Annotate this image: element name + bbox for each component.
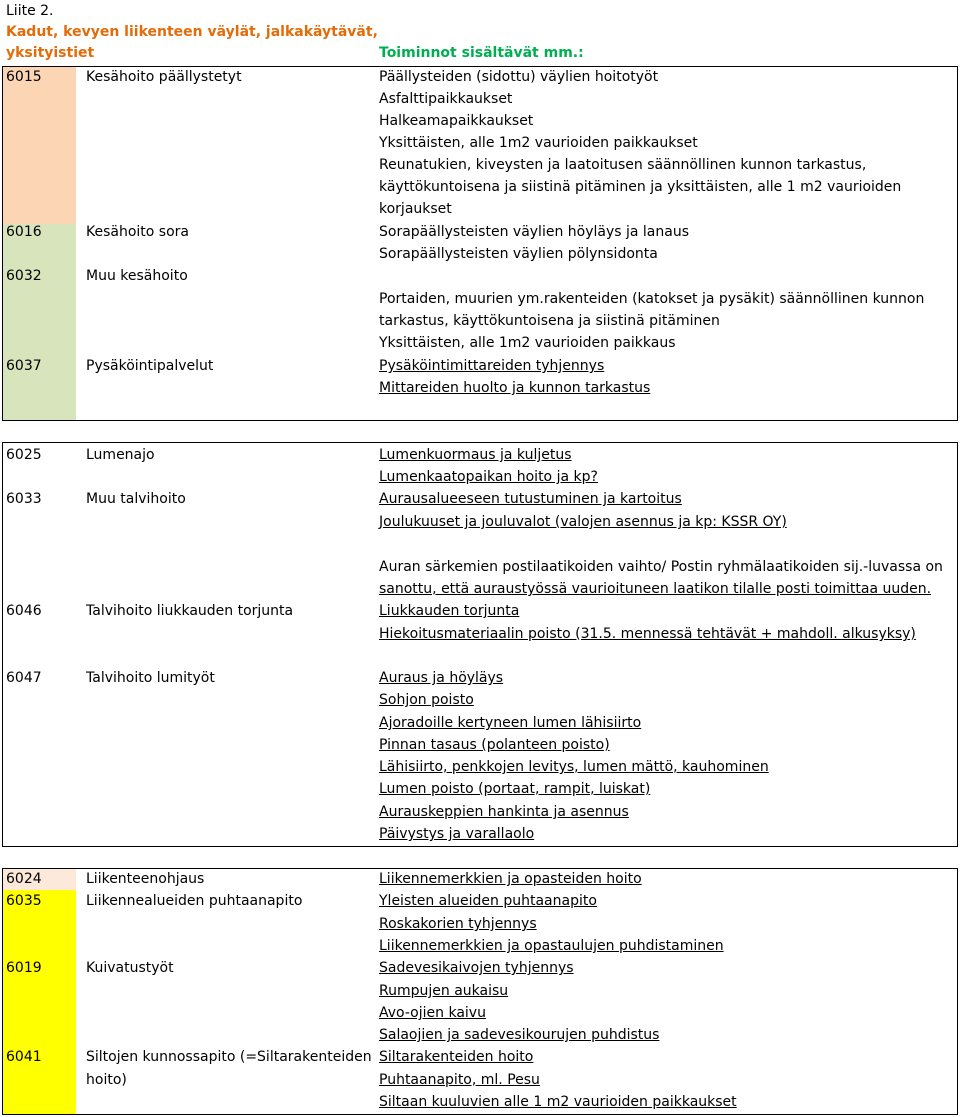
row-name: Liikennealueiden puhtaanapito (86, 893, 303, 909)
table-winter-top (2, 442, 958, 443)
row-activity: Joulukuuset ja jouluvalot (valojen asennus ja kp: KSSR OY) (379, 514, 787, 530)
strip-summer-green (2, 224, 76, 420)
row-activity: Pysäköintimittareiden tyhjennys (379, 358, 605, 374)
row-activity: Päivystys ja varallaolo (379, 826, 535, 842)
row-activity: Hiekoitusmateriaalin poisto (31.5. mennessä tehtävät + mahdoll. alkusyksy) (379, 626, 916, 642)
column-header: Toiminnot sisältävät mm.: (379, 45, 584, 61)
row-activity: Lumen poisto (portaat, rampit, luiskat) (379, 781, 651, 797)
row-code: 6032 (6, 268, 42, 284)
row-activity: Sadevesikaivojen tyhjennys (379, 960, 574, 976)
row-name: Kuivatustyöt (86, 960, 174, 976)
row-activity: sanottu, että auraustyössä vaurioituneen laatikon tilalle posti toimittaa uuden. (379, 581, 932, 597)
row-code: 6024 (6, 871, 42, 887)
row-name: Kesähoito sora (86, 224, 189, 240)
row-code: 6037 (6, 358, 42, 374)
row-code: 6015 (6, 69, 42, 85)
section-title-cont: yksityistiet (6, 45, 95, 61)
row-name: Talvihoito lumityöt (86, 670, 215, 686)
table-right-border (957, 66, 958, 420)
row-activity: Pinnan tasaus (polanteen poisto) (379, 737, 610, 753)
row-activity: Avo-ojien kaivu (379, 1005, 486, 1021)
row-code: 6033 (6, 491, 42, 507)
table-right-border (957, 442, 958, 846)
table-left-border (2, 868, 3, 1114)
row-name: Kesähoito päällystetyt (86, 69, 242, 85)
row-code: 6016 (6, 224, 42, 240)
table-left-border (2, 66, 3, 420)
table-right-border (957, 868, 958, 1114)
row-name: Lumenajo (86, 447, 155, 463)
row-activity: Yksittäisten, alle 1m2 vaurioiden paikkaukset (379, 135, 698, 151)
table-left-border (2, 442, 3, 846)
row-code: 6035 (6, 893, 42, 909)
row-activity: Salaojien ja sadevesikourujen puhdistus (379, 1027, 660, 1043)
row-activity: Sorapäällysteisten väylien höyläys ja lanaus (379, 224, 689, 240)
row-name: Muu kesähoito (86, 268, 188, 284)
row-activity: Liikennemerkkien ja opasteiden hoito (379, 871, 642, 887)
row-activity: Roskakorien tyhjennys (379, 916, 537, 932)
row-activity: Sorapäällysteisten väylien pölynsidonta (379, 246, 658, 262)
row-name: Talvihoito liukkauden torjunta (86, 603, 294, 619)
row-name: Siltojen kunnossapito (=Siltarakenteiden (86, 1049, 372, 1065)
row-activity: käyttökuntoisena ja siistinä pitäminen ja yksittäisten, alle 1 m2 vaurioiden (379, 179, 902, 195)
row-activity: Lähisiirto, penkkojen levitys, lumen mättö, kauhominen (379, 759, 769, 775)
row-activity: Rumpujen aukaisu (379, 983, 509, 999)
row-activity: Auraus ja höyläys (379, 670, 504, 686)
row-name: Pysäköintipalvelut (86, 358, 214, 374)
row-activity: Aurauskeppien hankinta ja asennus (379, 804, 629, 820)
row-code: 6047 (6, 670, 42, 686)
row-activity: Halkeamapaikkaukset (379, 113, 534, 129)
row-code: 6025 (6, 447, 42, 463)
row-name-cont: hoito) (86, 1072, 127, 1088)
row-activity: Yleisten alueiden puhtaanapito (379, 893, 597, 909)
strip-6015 (2, 66, 76, 224)
row-code: 6046 (6, 603, 42, 619)
row-code: 6019 (6, 960, 42, 976)
attachment-label: Liite 2. (6, 3, 54, 19)
row-activity: Reunatukien, kiveysten ja laatoitusen säännöllinen kunnon tarkastus, (379, 157, 867, 173)
row-activity: Puhtaanapito, ml. Pesu (379, 1072, 540, 1088)
row-activity: Auran särkemien postilaatikoiden vaihto/ Postin ryhmälaatikoiden sij.-luvassa on (379, 559, 943, 575)
row-activity: tarkastus, käyttökuntoisena ja siistinä pitäminen (379, 313, 720, 329)
row-activity: Ajoradoille kertyneen lumen lähisiirto (379, 715, 642, 731)
table-other-bottom (2, 1114, 958, 1115)
row-activity: Asfalttipaikkaukset (379, 91, 513, 107)
row-activity: Lumenkuormaus ja kuljetus (379, 447, 572, 463)
section-title: Kadut, kevyen liikenteen väylät, jalkakäytävät, (6, 24, 378, 40)
row-activity: Yksittäisten, alle 1m2 vaurioiden paikkaus (379, 335, 676, 351)
row-activity: Päällysteiden (sidottu) väylien hoitotyöt (379, 69, 659, 85)
row-activity: Liukkauden torjunta (379, 603, 520, 619)
row-activity: Siltaan kuuluvien alle 1 m2 vaurioiden paikkaukset (379, 1094, 737, 1110)
row-name: Liikenteenohjaus (86, 871, 205, 887)
row-name: Muu talvihoito (86, 491, 186, 507)
table-winter-bottom (2, 846, 958, 847)
row-activity: Lumenkaatopaikan hoito ja kp? (379, 469, 598, 485)
row-activity: Portaiden, muurien ym.rakenteiden (katokset ja pysäkit) säännöllinen kunnon (379, 291, 925, 307)
row-activity: Aurausalueeseen tutustuminen ja kartoitus (379, 491, 682, 507)
row-activity: Liikennemerkkien ja opastaulujen puhdistaminen (379, 938, 724, 954)
table-summer-bottom (2, 420, 958, 421)
row-activity: Sohjon poisto (379, 692, 474, 708)
row-code: 6041 (6, 1049, 42, 1065)
row-activity: Mittareiden huolto ja kunnon tarkastus (379, 380, 651, 396)
row-activity: Siltarakenteiden hoito (379, 1049, 534, 1065)
row-activity: korjaukset (379, 201, 452, 217)
